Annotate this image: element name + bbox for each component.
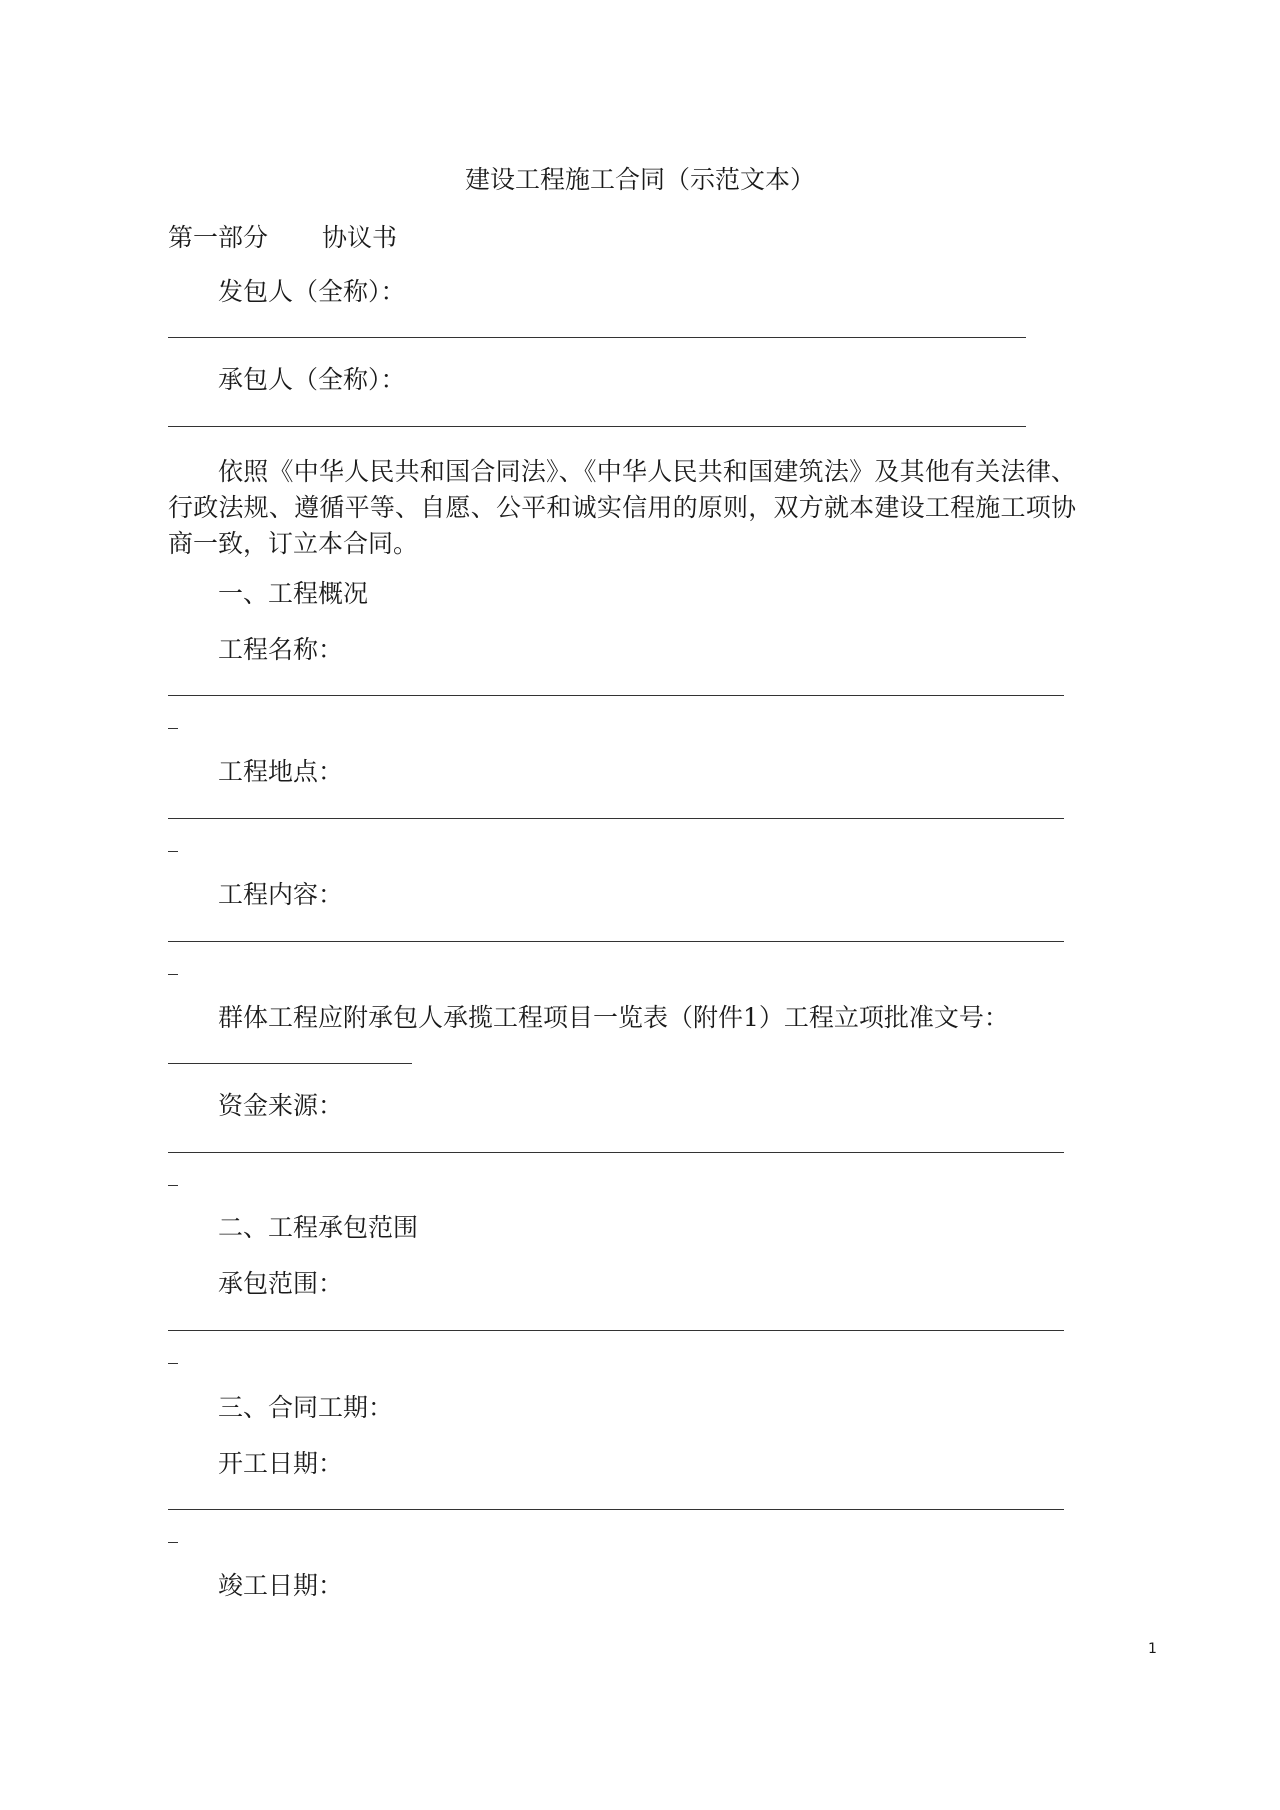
group-project-note: 群体工程应附承包人承揽工程项目一览表（附件1）工程立项批准文号：	[218, 1003, 1009, 1032]
project-location-line-end	[168, 851, 178, 852]
completion-date-label: 竣工日期：	[218, 1571, 344, 1600]
funding-source-label: 资金来源：	[218, 1091, 344, 1120]
document-title: 建设工程施工合同（示范文本）	[464, 165, 815, 194]
project-location-label: 工程地点：	[218, 757, 344, 786]
contractor-fill-line	[168, 426, 1026, 427]
page-number: 1	[1148, 1641, 1157, 1657]
employer-fill-line	[168, 337, 1026, 338]
funding-source-line-end	[168, 1185, 178, 1186]
start-date-label: 开工日期：	[218, 1449, 344, 1478]
project-name-line-end	[168, 728, 178, 729]
start-date-fill-line	[168, 1509, 1064, 1510]
project-content-label: 工程内容：	[218, 880, 344, 909]
approval-number-fill-line	[168, 1063, 412, 1064]
section-2-heading: 二、工程承包范围	[218, 1213, 419, 1242]
scope-label: 承包范围：	[218, 1269, 344, 1298]
project-location-fill-line	[168, 818, 1064, 819]
project-content-fill-line	[168, 941, 1064, 942]
employer-label: 发包人（全称）：	[218, 277, 406, 306]
contractor-label: 承包人（全称）：	[218, 365, 406, 394]
scope-line-end	[168, 1363, 178, 1364]
project-name-fill-line	[168, 695, 1064, 696]
funding-source-fill-line	[168, 1152, 1064, 1153]
section-3-heading: 三、合同工期：	[218, 1393, 394, 1422]
project-name-label: 工程名称：	[218, 635, 344, 664]
scope-fill-line	[168, 1330, 1064, 1331]
project-content-line-end	[168, 974, 178, 975]
section-1-heading: 一、工程概况	[218, 579, 369, 608]
part-heading: 第一部分	[168, 223, 269, 252]
part-name: 协议书	[322, 223, 398, 252]
contract-preamble: 依照《中华人民共和国合同法》、《中华人民共和国建筑法》及其他有关法律、行政法规、遵循平等、自愿、公平和诚实信用的原则，双方就本建设工程施工项协商一致，订立本合同。	[168, 457, 1076, 558]
start-date-line-end	[168, 1542, 178, 1543]
